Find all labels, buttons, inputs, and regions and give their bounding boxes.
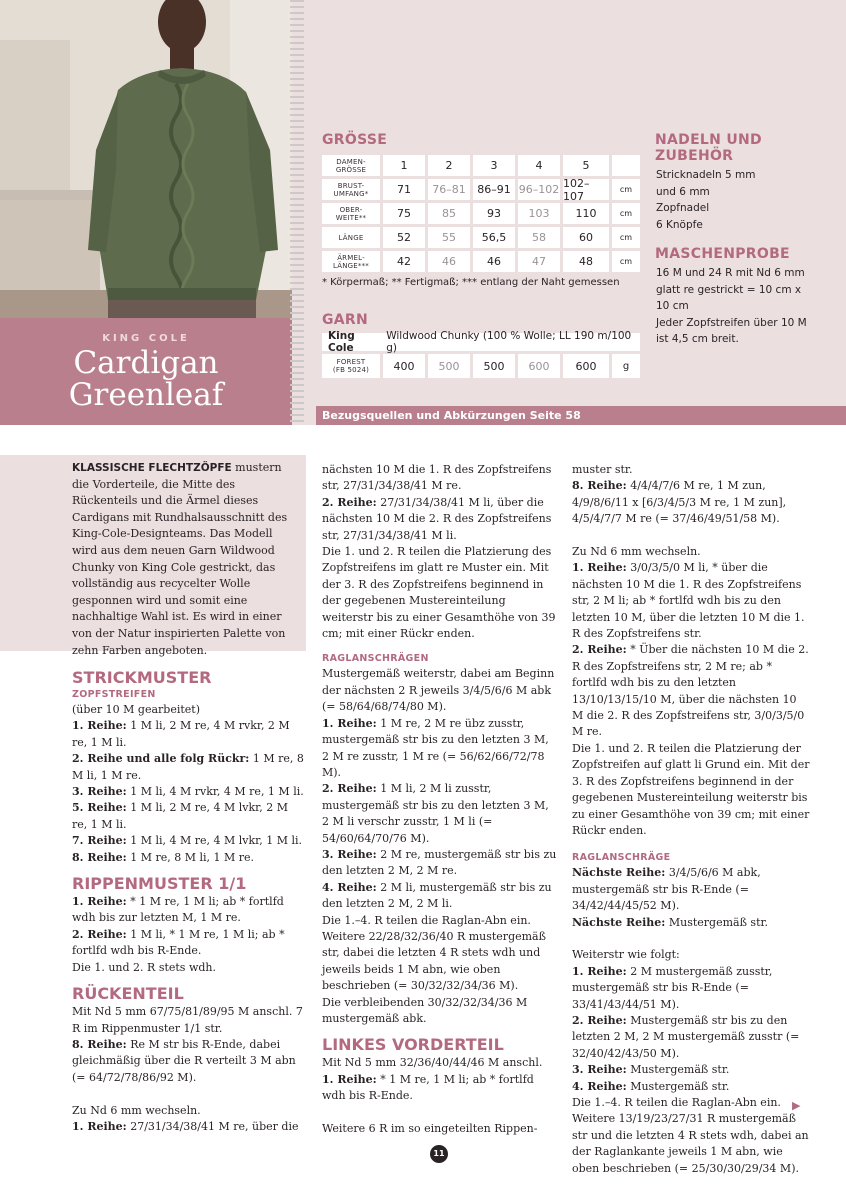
row-label: 8. Reihe: <box>572 479 627 493</box>
yarn-color-label: FOREST (FB 5024) <box>322 354 380 378</box>
yarn-quantity-cell: 500 <box>473 354 515 378</box>
yarn-heading: GARN <box>322 312 369 328</box>
paragraph: Zu Nd 6 mm wechseln. <box>572 545 701 559</box>
row-label: 3. Reihe: <box>72 785 127 799</box>
size-value-cell: 5 <box>563 155 609 176</box>
row-text: Mustergemäß str bis zu den letzten 2 M, 2 M mustergemäß zusstr (= 32/40/42/43/50 M). <box>572 1013 800 1060</box>
paragraph: Mustergemäß weiterstr, dabei am Beginn der nächsten 2 R jeweils 3/4/5/6/6 M abk (= 58/64/68/74/80 M). <box>322 667 555 714</box>
intro-lead: KLASSISCHE FLECHTZÖPFE <box>72 462 232 474</box>
gauge-line: glatt re gestrickt = 10 cm x <box>656 283 802 296</box>
row-text: Re M str bis R-Ende, dabei gleichmäßig über die R verteilt 3 M abn (= 64/72/78/86/92 M). <box>72 1037 296 1084</box>
row-text: * 1 M re, 1 M li; ab * fortlfd wdh bis zur letzten M, 1 M re. <box>72 895 284 925</box>
paragraph: Die verbleibenden 30/32/32/34/36 M mustergemäß abk. <box>322 995 528 1025</box>
needles-heading <box>655 132 762 164</box>
yarn-brand: King Cole <box>328 330 355 354</box>
pattern-title-line2: Greenleaf <box>68 377 224 413</box>
size-value-cell: 60 <box>563 227 609 248</box>
row-label: Nächste Reihe: <box>572 866 666 880</box>
row-text: 4/4/4/7/6 M re, 1 M zun, 4/9/8/6/11 x [6/3/4/5/3 M re, 1 M zun], 4/5/4/7/7 M re (= 37/46/49/51/58 M). <box>572 479 787 526</box>
pattern-title-line1: Cardigan <box>73 345 219 381</box>
row-label: 8. Reihe: <box>72 1037 127 1051</box>
row-label: 4. Reihe: <box>322 880 377 894</box>
size-heading: GRÖSSE <box>322 132 388 148</box>
gauge-text <box>656 265 807 348</box>
row-label: 2. Reihe: <box>72 927 127 941</box>
gauge-heading: MASCHENPROBE <box>655 246 790 262</box>
yarn-quantity-cell: 600 <box>518 354 560 378</box>
needles-heading-line1: NADELN UND <box>655 132 762 148</box>
paragraph: nächsten 10 M die 1. R des Zopfstreifens str, 27/31/34/38/41 M re. <box>322 463 552 493</box>
heading-raglanschraege: RAGLANSCHRÄGE <box>572 852 671 864</box>
size-unit-cell <box>612 155 640 176</box>
paragraph: Weiterstr wie folgt: <box>572 948 680 962</box>
heading-zopfstreifen: ZOPFSTREIFEN <box>72 689 156 700</box>
heading-strickmuster: STRICKMUSTER <box>72 668 212 687</box>
size-value-cell: 58 <box>518 227 560 248</box>
row-text: 1 M li, 4 M re, 4 M lvkr, 1 M li. <box>126 834 302 848</box>
size-value-cell: 75 <box>383 203 425 224</box>
row-text: 1 M re, 8 M li, 1 M re. <box>72 752 304 782</box>
row-text: 1 M re, 2 M re übz zusstr, mustergemäß str bis zu den letzten 3 M, 2 M re zusstr, 1 M re (= 56/62/66/72/78 M). <box>322 716 549 779</box>
size-value-cell: 4 <box>518 155 560 176</box>
row-label: 3. Reihe: <box>572 1063 627 1077</box>
size-value-cell: 1 <box>383 155 425 176</box>
size-value-cell: 96–102 <box>518 179 560 200</box>
row-text: 3/0/3/5/0 M li, * über die nächsten 10 M die 1. R des Zopfstreifens str, 2 M li; ab * fortlfd wdh bis zu den letzten 10 M, über die letzten 10 M die 1. R des Zopfstreifens str. <box>572 561 805 641</box>
brand-name: KING COLE <box>102 333 190 344</box>
size-row-label: DAMEN- GRÖSSE <box>322 155 380 176</box>
paragraph: Mit Nd 5 mm 32/36/40/44/46 M anschl. <box>322 1056 543 1070</box>
row-label: 1. Reihe: <box>72 895 127 909</box>
row-text: Mustergemäß str. <box>665 915 769 929</box>
row-label: 2. Reihe: <box>322 495 377 509</box>
row-label: 2. Reihe: <box>572 1013 627 1027</box>
size-footnote: * Körpermaß; ** Fertigmaß; *** entlang der Naht gemessen <box>322 277 620 288</box>
yarn-quantity-cell: 400 <box>383 354 425 378</box>
needles-heading-line2: ZUBEHÖR <box>655 148 734 164</box>
row-label: 1. Reihe: <box>72 1119 127 1133</box>
paragraph: Zu Nd 6 mm wechseln. <box>72 1103 201 1117</box>
row-label: 1. Reihe: <box>322 716 377 730</box>
gauge-line: ist 4,5 cm breit. <box>656 333 739 345</box>
row-text: 2 M re, mustergemäß str bis zu den letzten 2 M, 2 M re. <box>322 847 557 878</box>
size-value-cell: 52 <box>383 227 425 248</box>
paragraph: muster str. <box>572 463 633 476</box>
size-value-cell: 42 <box>383 251 425 272</box>
paragraph: Mit Nd 5 mm 67/75/81/89/95 M anschl. 7 R im Rippenmuster 1/1 str. <box>72 1005 303 1035</box>
row-text: 1 M re, 8 M li, 1 M re. <box>126 850 255 864</box>
size-value-cell: 46 <box>473 251 515 272</box>
yarn-description: Wildwood Chunky (100 % Wolle; LL 190 m/100 g) <box>386 330 632 354</box>
needles-line: Stricknadeln 5 mm <box>656 169 756 181</box>
size-unit-cell: cm <box>612 203 640 224</box>
paragraph: Die 1. und 2. R teilen die Platzierung der Zopfstreifen auf glatt li Grund ein. Mit der 3. R des Zopfstreifens beginnend in der gegebenen Mustereinteilung weiterstr bis zu einer Gesamthöhe von 39 cm; mit einer Rückr enden. <box>572 741 810 837</box>
size-value-cell: 2 <box>428 155 470 176</box>
column-1 <box>72 664 304 1135</box>
size-unit-cell: cm <box>612 179 640 200</box>
row-text: 2 M li, mustergemäß str bis zu den letzten 2 M, 2 M li. <box>322 880 552 911</box>
paragraph: Die 1.–4. R teilen die Raglan-Abn ein. Weitere 22/28/32/36/40 R mustergemäß str, dabei die letzten 4 R stets wdh und jeweils beids 1 M abn, wie oben beschrieben (= 30/32/32/34/36 M). <box>322 913 546 993</box>
paragraph: Weitere 6 R im so eingeteilten Rippen- <box>322 1122 538 1136</box>
row-label: 5. Reihe: <box>72 801 127 815</box>
row-label: Nächste Reihe: <box>572 915 666 929</box>
heading-rueckenteil: RÜCKENTEIL <box>72 984 184 1004</box>
column-2 <box>322 462 558 1137</box>
row-text: * Über die nächsten 10 M die 2. R des Zopfstreifens str, 2 M re; ab * fortlfd wdh bis zu den letzten 13/10/13/15/10 M, über die nächsten 10 M die 2. R des Zopfstreifens str, 3/0/3/5/0 M re. <box>572 643 809 739</box>
needles-line: Zopfnadel <box>656 202 710 214</box>
row-text: 1 M li, 2 M re, 4 M lvkr, 2 M re, 1 M li. <box>72 801 288 831</box>
size-value-cell: 55 <box>428 227 470 248</box>
row-label: 2. Reihe und alle folg Rückr: <box>72 752 250 766</box>
row-text: 3/4/5/6/6 M abk, mustergemäß str bis R-Ende (= 34/42/44/45/52 M). <box>572 866 761 913</box>
size-row-label: LÄNGE <box>322 227 380 248</box>
column-3 <box>572 462 810 1177</box>
row-label: 7. Reihe: <box>72 834 127 848</box>
row-label: 1. Reihe: <box>322 1072 377 1086</box>
cardigan-photo-illustration <box>0 0 292 318</box>
row-label: 3. Reihe: <box>322 847 377 861</box>
row-label: 1. Reihe: <box>572 561 627 575</box>
size-value-cell: 47 <box>518 251 560 272</box>
spiral-binding-decoration <box>290 0 304 425</box>
heading-raglanschraegen: RAGLANSCHRÄGEN <box>322 653 429 665</box>
size-value-cell: 76–81 <box>428 179 470 200</box>
row-label: 8. Reihe: <box>72 850 127 864</box>
paragraph: (über 10 M gearbeitet) <box>72 703 201 716</box>
yarn-quantity-cell: 600 <box>563 354 609 378</box>
size-row-label: OBER- WEITE** <box>322 203 380 224</box>
row-text: 1 M li, 2 M li zusstr, mustergemäß str bis zu den letzten 3 M, 2 M li verschr zusstr, 1 M li (= 54/60/64/70/76 M). <box>322 782 549 845</box>
size-value-cell: 85 <box>428 203 470 224</box>
row-label: 2. Reihe: <box>322 782 377 796</box>
row-label: 1. Reihe: <box>72 719 127 733</box>
row-label: 2. Reihe: <box>572 643 627 657</box>
size-unit-cell: cm <box>612 227 640 248</box>
continue-arrow-icon: ▶ <box>792 1099 801 1112</box>
size-value-cell: 86–91 <box>473 179 515 200</box>
sources-reference-bar: Bezugsquellen und Abkürzungen Seite 58 <box>316 406 846 425</box>
intro-body: mustern die Vorderteile, die Mitte des Rückenteils und die Ärmel dieses Cardigans mit Rundhalsausschnitt des King-Cole-Designteams. Das Modell wird aus dem neuen Garn Wildwood Chunky von King Cole gestrickt, das vollständig aus recycelter Wolle gesponnen wird und somit eine nachhaltige Wahl ist. Es wird in einer von der Natur inspirierten Palette von zehn Farben angeboten. <box>72 461 288 657</box>
model-photo <box>0 0 292 318</box>
heading-rippenmuster: RIPPENMUSTER 1/1 <box>72 874 247 894</box>
needles-list <box>656 167 755 233</box>
size-value-cell: 71 <box>383 179 425 200</box>
size-value-cell: 102–107 <box>563 179 609 200</box>
row-text: 27/31/34/38/41 M li, über die nächsten 10 M die 2. R des Zopfstreifens str, 27/31/34/38/41 M li. <box>322 495 552 542</box>
size-value-cell: 93 <box>473 203 515 224</box>
gauge-line: Jeder Zopfstreifen über 10 M <box>656 316 807 329</box>
paragraph: Die 1.–4. R teilen die Raglan-Abn ein. Weitere 13/19/23/27/31 R mustergemäß str und die letzten 4 R stets wdh, dabei an der Raglankante jeweils 1 M abn, wie oben beschrieben (= 25/30/30/29/34 M). <box>572 1096 809 1175</box>
heading-linkes-vorderteil: LINKES VORDERTEIL <box>322 1035 504 1055</box>
gauge-line: 10 cm <box>656 300 689 312</box>
paragraph: Die 1. und 2. R teilen die Platzierung des Zopfstreifens im glatt re Muster ein. Mit der 3. R des Zopfstreifens beginnend in der gegebenen Mustereinteilung weiterstr bis zu einer Gesamthöhe von 39 cm; mit einer Rückr enden. <box>322 545 556 641</box>
row-text: 1 M li, 4 M rvkr, 4 M re, 1 M li. <box>126 785 304 799</box>
size-value-cell: 46 <box>428 251 470 272</box>
row-text: 1 M li, 2 M re, 4 M rvkr, 2 M re, 1 M li. <box>72 719 290 749</box>
row-text: Mustergemäß str. <box>626 1079 730 1093</box>
gauge-line: 16 M und 24 R mit Nd 6 mm <box>656 267 805 279</box>
row-text: 1 M li, * 1 M re, 1 M li; ab * fortlfd wdh bis R-Ende. <box>72 927 285 958</box>
size-value-cell: 3 <box>473 155 515 176</box>
size-row-label: ÄRMEL- LÄNGE*** <box>322 251 380 272</box>
row-text: 2 M mustergemäß zusstr, mustergemäß str bis R-Ende (= 33/41/43/44/51 M). <box>572 964 773 1011</box>
row-label: 1. Reihe: <box>572 964 627 978</box>
intro-text <box>72 460 298 659</box>
yarn-description-row <box>322 330 640 354</box>
size-value-cell: 110 <box>563 203 609 224</box>
row-text: Mustergemäß str. <box>626 1063 730 1077</box>
needles-line: und 6 mm <box>656 185 710 198</box>
paragraph: Die 1. und 2. R stets wdh. <box>72 960 216 974</box>
row-text: 27/31/34/38/41 M re, über die <box>126 1119 299 1133</box>
row-label: 4. Reihe: <box>572 1079 627 1093</box>
row-text: * 1 M re, 1 M li; ab * fortlfd wdh bis R-Ende. <box>322 1072 534 1103</box>
yarn-unit-cell: g <box>612 354 640 378</box>
size-value-cell: 56,5 <box>473 227 515 248</box>
needles-line: 6 Knöpfe <box>656 218 703 231</box>
size-unit-cell: cm <box>612 251 640 272</box>
page-number: 11 <box>430 1145 448 1163</box>
yarn-quantity-cell: 500 <box>428 354 470 378</box>
size-value-cell: 103 <box>518 203 560 224</box>
size-value-cell: 48 <box>563 251 609 272</box>
size-row-label: BRUST- UMFANG* <box>322 179 380 200</box>
